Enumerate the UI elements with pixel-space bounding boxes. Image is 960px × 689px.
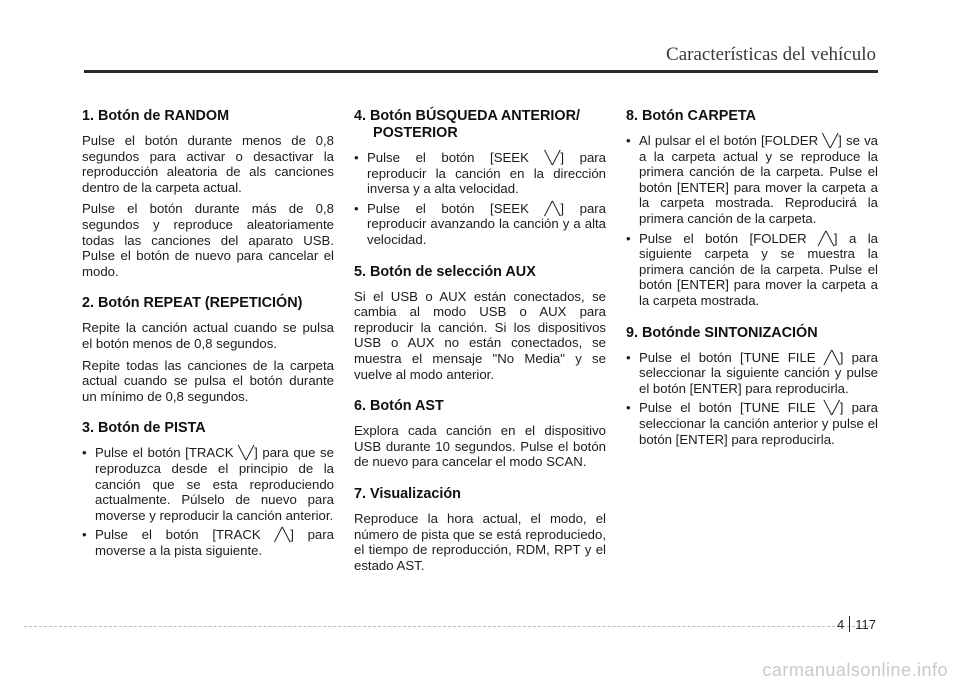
section-heading: 2. Botón REPEAT (REPETICIÓN) bbox=[82, 295, 303, 312]
section-ast bbox=[354, 398, 606, 470]
list-item bbox=[354, 201, 606, 248]
section-heading: 8. Botón CARPETA bbox=[626, 108, 757, 124]
bullet-dot: • bbox=[82, 445, 87, 461]
chapter-number: 4 bbox=[837, 616, 845, 632]
paragraph: Explora cada canción en el dispositivo USB durante 10 segundos. Pulse el botón de nuevo para cancelar el modo SCAN. bbox=[354, 423, 606, 470]
section-heading: 1. Botón de RANDOM bbox=[82, 108, 230, 124]
section-random bbox=[82, 108, 334, 279]
bullet-dot: • bbox=[626, 230, 631, 246]
bullet-dot: • bbox=[354, 200, 359, 216]
section-display bbox=[354, 486, 606, 573]
section-heading: 3. Botón de PISTA bbox=[82, 420, 206, 437]
list-item-text: Pulse el botón [SEEK ╱╲] para reproducir avanzando la canción y a alta velocidad. bbox=[367, 200, 606, 247]
section-heading: 9. Botónde SINTONIZACIÓN bbox=[626, 324, 818, 341]
list-item-text: Pulse el botón [TUNE FILE ╱╲] para seleccionar la siguiente canción y pulse el botón [ENTER] para reproducirla. bbox=[639, 349, 878, 396]
footer-rule bbox=[24, 626, 870, 627]
list-item-text: Pulse el botón [SEEK ╲╱] para reproducir la canción en la dirección inversa y a alta velocidad. bbox=[367, 150, 606, 197]
list-item bbox=[626, 400, 878, 447]
list-item-text: Al pulsar el el botón [FOLDER ╲╱] se va a la carpeta actual y se reproduce la primera canción de la carpeta. Pulse el botón [ENTER] para mover la carpeta a la carpeta mostrada. Reproducirá la primera canción de la carpeta. bbox=[639, 133, 878, 226]
section-track bbox=[82, 420, 334, 558]
section-folder bbox=[626, 108, 878, 309]
paragraph: Si el USB o AUX están conectados, se cambia al modo USB o AUX para reproducir la canción. Si los dispositivos USB o AUX no están conectados, se muestra el mensaje "No Media" y se vuelve al modo anterior. bbox=[354, 288, 606, 382]
section-heading: 4. Botón BÚSQUEDA ANTERIOR/ POSTERIOR bbox=[354, 108, 580, 141]
section-aux bbox=[354, 264, 606, 383]
list-item-text: Pulse el botón [TRACK ╱╲] para moverse a la pista siguiente. bbox=[95, 527, 334, 558]
page-number-divider bbox=[849, 616, 850, 632]
bullet-list bbox=[82, 445, 334, 558]
bullet-dot: • bbox=[626, 133, 631, 148]
bullet-dot: • bbox=[626, 400, 631, 416]
section-seek bbox=[354, 108, 606, 248]
list-item bbox=[626, 350, 878, 397]
section-tune bbox=[626, 325, 878, 448]
list-item-text: Pulse el botón [TRACK ╲╱] para que se reproduzca desde el principio de la canción que se esta reproduciendo actualmente. Púlselo de nuevo para moverse y reproducir la canción anterior. bbox=[95, 445, 334, 523]
paragraph: Reproduce la hora actual, el modo, el número de pista que se está reproduciedo, el tiempo de reproducción, RDM, RPT y el estado AST. bbox=[354, 510, 606, 573]
bullet-dot: • bbox=[626, 349, 631, 365]
section-heading: 7. Visualización bbox=[354, 485, 461, 502]
list-item-text: Pulse el botón [FOLDER ╱╲] a la siguiente carpeta y se muestra la primera canción de la carpeta. Pulse el botón [ENTER] para mover la carpeta a la carpeta mostrada. bbox=[639, 230, 878, 308]
column-3 bbox=[626, 108, 878, 463]
bullet-list bbox=[354, 150, 606, 248]
page-number-value: 117 bbox=[855, 616, 876, 632]
section-heading: 6. Botón AST bbox=[354, 398, 444, 415]
paragraph: Pulse el botón durante más de 0,8 segundos y reproduce aleatoriamente todas las canciones del aparato USB. Pulse el botón de nuevo para cancelar el modo. bbox=[82, 201, 334, 279]
bullet-list bbox=[626, 133, 878, 309]
column-1 bbox=[82, 108, 334, 574]
watermark: carmanualsonline.info bbox=[762, 660, 948, 680]
bullet-dot: • bbox=[82, 527, 87, 543]
bullet-dot: • bbox=[354, 150, 359, 165]
list-item bbox=[354, 150, 606, 197]
header-rule bbox=[84, 70, 878, 73]
list-item-text: Pulse el botón [TUNE FILE ╲╱] para seleccionar la canción anterior y pulse el botón [ENTER] para reproducirla. bbox=[639, 400, 878, 447]
bullet-list bbox=[626, 350, 878, 448]
page-header-title: Características del vehículo bbox=[666, 44, 876, 65]
list-item bbox=[626, 133, 878, 227]
column-2 bbox=[354, 108, 606, 589]
page-number bbox=[837, 616, 876, 632]
section-heading: 5. Botón de selección AUX bbox=[354, 263, 536, 280]
list-item bbox=[82, 527, 334, 558]
paragraph: Repite todas las canciones de la carpeta actual cuando se pulsa el botón durante un mínimo de 0,8 segundos. bbox=[82, 357, 334, 404]
section-repeat bbox=[82, 295, 334, 404]
list-item bbox=[82, 445, 334, 523]
list-item bbox=[626, 231, 878, 309]
paragraph: Repite la canción actual cuando se pulsa el botón menos de 0,8 segundos. bbox=[82, 320, 334, 351]
paragraph: Pulse el botón durante menos de 0,8 segundos para activar o desactivar la reproducción aleatoria de als canciones dentro de la carpeta actual. bbox=[82, 133, 334, 195]
